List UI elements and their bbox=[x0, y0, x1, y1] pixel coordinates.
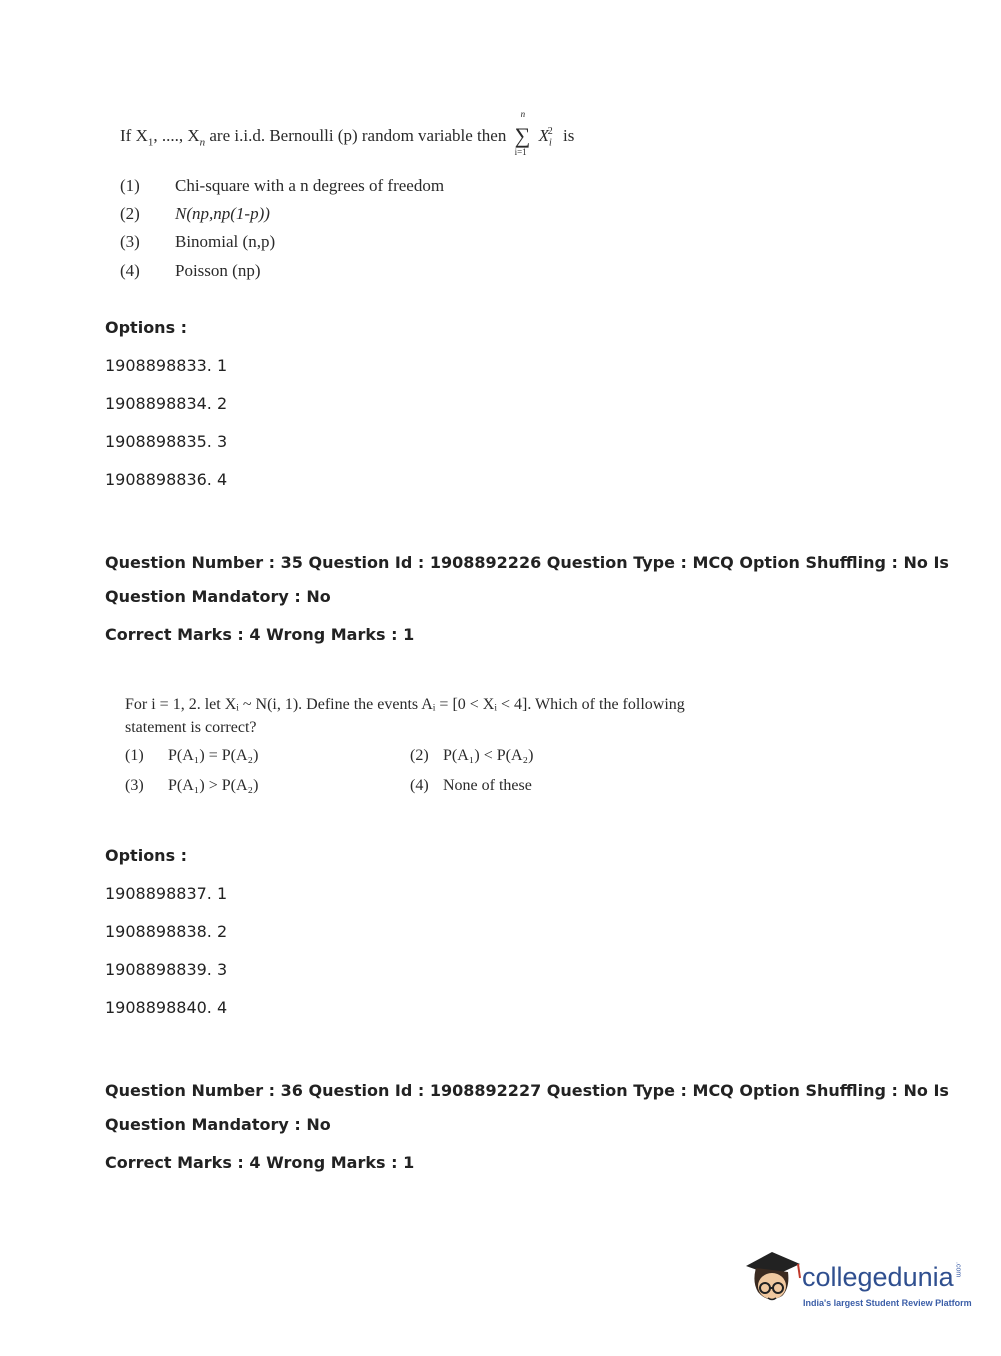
q35-options-label: Options : bbox=[105, 846, 188, 865]
q1-choice-num-3: (3) bbox=[120, 232, 140, 251]
logo-name: collegedunia bbox=[802, 1262, 954, 1292]
q1-stem-sub-n: n bbox=[199, 136, 206, 149]
mascot-logo-icon bbox=[742, 1248, 804, 1310]
q1-stem-text-b: , ...., X bbox=[153, 126, 200, 145]
q35-option-1: 1908898837. 1 bbox=[105, 884, 228, 903]
q35-choice-text-1: P(A₁) = P(A₂) bbox=[168, 747, 259, 764]
q1-stem bbox=[120, 109, 575, 158]
q1-choice-text-4: Poisson (np) bbox=[175, 261, 261, 280]
q36-meta-line-1: Question Number : 36 Question Id : 1908892227 Question Type : MCQ Option Shuffling : No Is bbox=[105, 1081, 949, 1100]
q1-stem-text-c: are i.i.d. Bernoulli (p) random variable then bbox=[205, 126, 507, 145]
q35-choice-num-4: (4) bbox=[410, 777, 429, 794]
q1-option-2: 1908898834. 2 bbox=[105, 394, 228, 413]
q36-meta-line-3: Correct Marks : 4 Wrong Marks : 1 bbox=[105, 1153, 415, 1172]
q35-choice-text-3: P(A₁) > P(A₂) bbox=[168, 777, 259, 794]
q1-stem-sub: 1 bbox=[147, 136, 154, 149]
q1-option-1: 1908898833. 1 bbox=[105, 356, 228, 375]
q35-choice-text-4: None of these bbox=[443, 777, 532, 794]
q35-option-4: 1908898840. 4 bbox=[105, 998, 228, 1017]
q35-meta-line-2: Question Mandatory : No bbox=[105, 587, 331, 606]
sum-term-sub: i bbox=[548, 137, 552, 149]
sum-lower: i=1 bbox=[514, 147, 527, 158]
q1-stem-end: is bbox=[563, 126, 575, 145]
q35-choice-num-1: (1) bbox=[125, 747, 144, 764]
q35-stem-line-1: For i = 1, 2. let Xᵢ ~ N(i, 1). Define the events Aᵢ = [0 < Xᵢ < 4]. Which of the following bbox=[125, 696, 685, 713]
q35-meta-line-3: Correct Marks : 4 Wrong Marks : 1 bbox=[105, 625, 415, 644]
q1-choice-num-4: (4) bbox=[120, 261, 140, 280]
q1-stem-text-a: If X bbox=[120, 126, 148, 145]
q35-meta-line-1: Question Number : 35 Question Id : 1908892226 Question Type : MCQ Option Shuffling : No Is bbox=[105, 553, 949, 572]
q1-option-4: 1908898836. 4 bbox=[105, 470, 228, 489]
q35-choice-num-3: (3) bbox=[125, 777, 144, 794]
logo-tagline: India's largest Student Review Platform bbox=[803, 1298, 972, 1308]
logo-suffix: .com bbox=[954, 1262, 962, 1278]
q35-choice-num-2: (2) bbox=[410, 747, 429, 764]
sum-term-sup: 2 bbox=[547, 126, 553, 138]
q35-choice-text-2: P(A₁) < P(A₂) bbox=[443, 747, 534, 764]
q35-option-3: 1908898839. 3 bbox=[105, 960, 228, 979]
q35-stem-line-2: statement is correct? bbox=[125, 719, 257, 736]
summation-symbol bbox=[513, 109, 537, 158]
q1-choice-text-1: Chi-square with a n degrees of freedom bbox=[175, 176, 445, 195]
q1-option-3: 1908898835. 3 bbox=[105, 432, 228, 451]
q1-choice-num-1: (1) bbox=[120, 176, 140, 195]
sum-upper: n bbox=[520, 109, 526, 120]
q1-options-label: Options : bbox=[105, 318, 188, 337]
q1-choice-text-3: Binomial (n,p) bbox=[175, 232, 276, 251]
q1-choice-text-2: N(np,np(1-p)) bbox=[175, 204, 270, 223]
q1-choice-num-2: (2) bbox=[120, 204, 140, 223]
q35-option-2: 1908898838. 2 bbox=[105, 922, 228, 941]
sigma-icon: ∑ bbox=[514, 123, 531, 149]
q36-meta-line-2: Question Mandatory : No bbox=[105, 1115, 331, 1134]
sum-term: X bbox=[538, 126, 549, 145]
logo-wordmark bbox=[802, 1262, 962, 1293]
